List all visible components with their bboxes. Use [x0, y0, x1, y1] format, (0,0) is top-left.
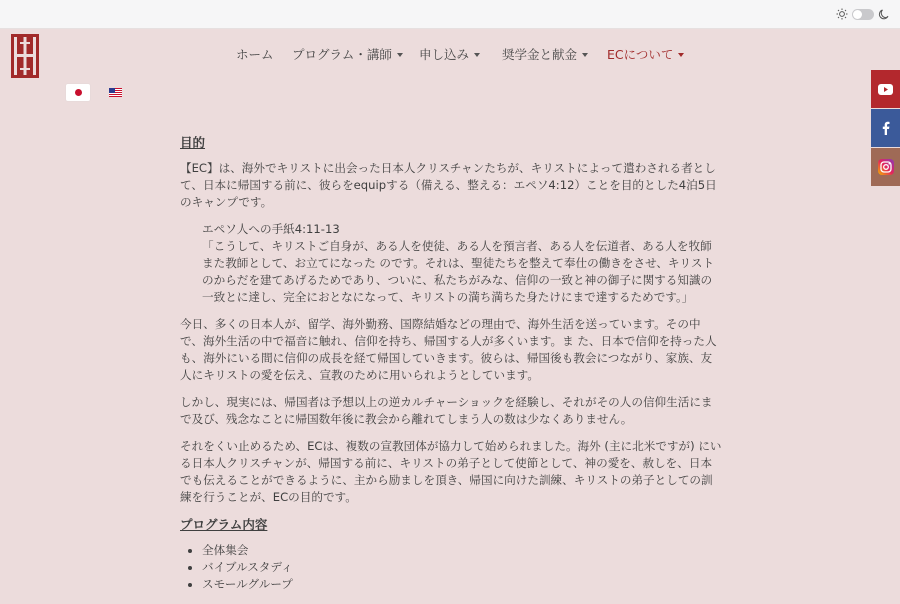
- nav-label: ホーム: [236, 47, 274, 62]
- list-item: • スモールグループ: [202, 576, 722, 593]
- program-heading: プログラム内容: [180, 517, 268, 532]
- theme-bar: [0, 0, 900, 29]
- list-item: • バイブルスタディ: [202, 559, 722, 576]
- nav-label: 奨学金と献金: [502, 47, 578, 62]
- caret-down-icon: [474, 53, 480, 57]
- nav-program[interactable]: [292, 44, 403, 66]
- nav-label: プログラム・講師: [292, 47, 392, 62]
- instagram-icon: [878, 159, 894, 175]
- facebook-icon: [880, 121, 892, 135]
- quote-reference: エペソ人への手紙4:11-13: [202, 222, 340, 236]
- quote-text: 「こうして、キリストご自身が、ある人を使徒、ある人を預言者、ある人を伝道者、ある人を牧師また教師として、お立てになった のです。それは、聖徒たちを整えて奉仕の働きをさせ、キリストのからだを建てあげるためであり、ついに、私たちがみな、信仰の一致と神の御子に関する知識の一致とに達し、完全におとなになって、キリストの満ち満ちた身たけにまで達するためです。」: [202, 239, 715, 304]
- facebook-button[interactable]: [871, 109, 900, 147]
- moon-icon[interactable]: [878, 8, 890, 20]
- us-flag-icon[interactable]: [109, 88, 122, 97]
- program-list: [180, 542, 722, 593]
- caret-down-icon: [397, 53, 403, 57]
- scripture-quote: [180, 221, 722, 306]
- paragraph-1: 今日、多くの日本人が、留学、海外勤務、国際結婚などの理由で、海外生活を送っています。その中で、海外生活の中で福音に触れ、信仰を持ち、帰国する人が多くいます。ま た、日本で信仰を持った人も、海外にいる間に信仰の成長を経て帰国していきます。彼らは、帰国後も教会につながり、家族、友人にキリストの愛を伝え、宣教のために用いられようとしています。: [180, 317, 717, 382]
- instagram-button[interactable]: [871, 148, 900, 186]
- sun-icon[interactable]: [836, 8, 848, 20]
- nav-apply[interactable]: [419, 44, 480, 66]
- main-nav: [0, 44, 900, 66]
- toggle-knob: [853, 10, 862, 19]
- japan-flag-icon[interactable]: [66, 84, 90, 101]
- nav-about-ec[interactable]: [607, 44, 684, 66]
- paragraph-3: それをくい止めるため、ECは、複数の宣教団体が協力して始められました。海外 (主に北米ですが) にいる日本人クリスチャンが、帰国する前に、キリストの弟子として使節として、神の愛を、赦しを、日本でも伝えることができるように、主から励ましを頂き、帰国に向けた訓練、キリストの弟子としての訓練を行うことが、ECの目的です。: [180, 439, 722, 504]
- main-content: [180, 134, 722, 593]
- intro-paragraph: 【EC】は、海外でキリストに出会った日本人クリスチャンたちが、キリストによって遣わされる者として、日本に帰国する前に、彼らをequipする（備える、整える：エペソ4:12）ことを目的とした4泊5日のキャンプです。: [180, 161, 717, 209]
- nav-scholarship[interactable]: [502, 44, 588, 66]
- nav-home[interactable]: [236, 44, 274, 66]
- theme-toggle[interactable]: [852, 9, 874, 20]
- paragraph-2: しかし、現実には、帰国者は予想以上の逆カルチャーショックを経験し、それがその人の信仰生活にまで及び、残念なことに帰国数年後に教会から離れてしまう人の数は少なくありません。: [180, 395, 713, 426]
- caret-down-icon: [678, 53, 684, 57]
- youtube-button[interactable]: [871, 70, 900, 108]
- nav-label: ECについて: [607, 47, 674, 62]
- list-item: • 全体集会: [202, 542, 722, 559]
- nav-label: 申し込み: [419, 47, 470, 62]
- flag-circle: [75, 89, 82, 96]
- purpose-heading: 目的: [180, 135, 206, 150]
- caret-down-icon: [582, 53, 588, 57]
- youtube-icon: [878, 84, 893, 95]
